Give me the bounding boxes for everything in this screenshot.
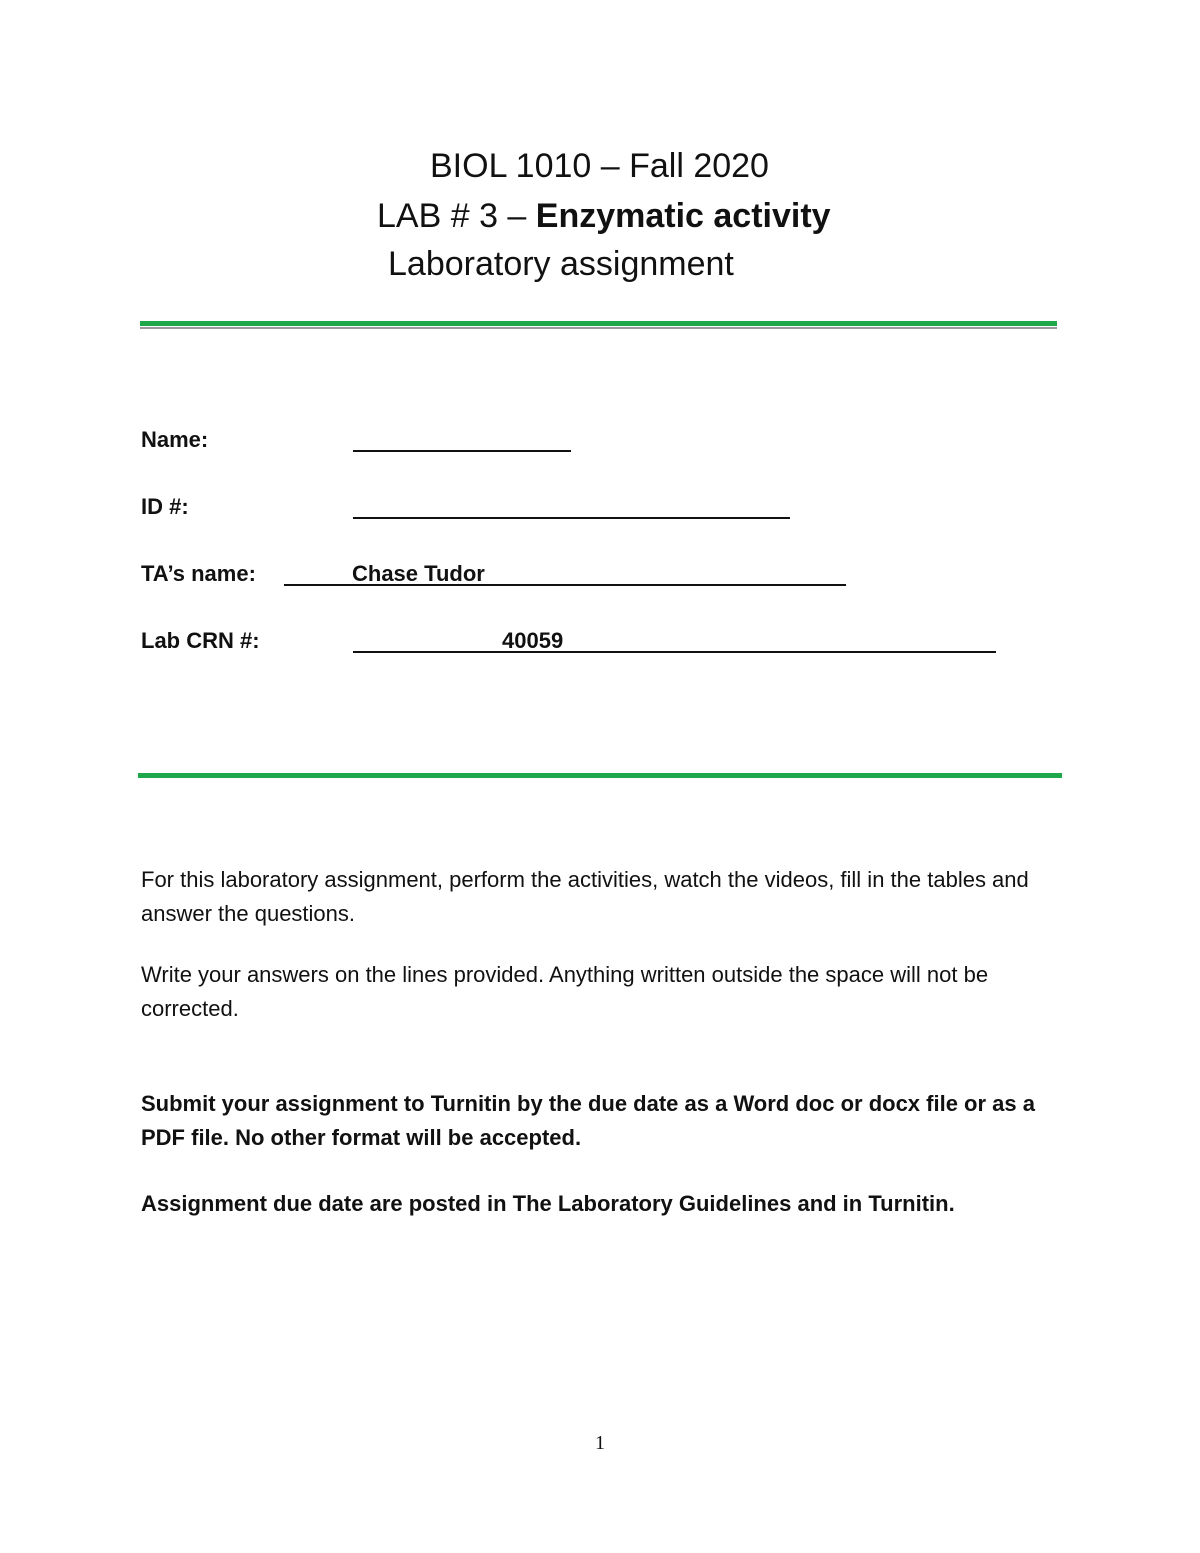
name-field-row (141, 426, 1041, 456)
lab-topic: Enzymatic activity (535, 197, 831, 235)
due-date-note: Assignment due date are posted in The Laboratory Guidelines and in Turnitin. (141, 1191, 955, 1216)
page-number: 1 (595, 1432, 605, 1454)
crn-field-row (141, 627, 1041, 657)
id-field-row (141, 493, 1041, 523)
lab-crn-label: Lab CRN #: (141, 628, 260, 653)
lab-crn-line[interactable] (353, 627, 996, 653)
instructions-paragraph-2: Write your answers on the lines provided. Anything written outside the space will not be corrected. (141, 962, 989, 1021)
lab-title (377, 196, 831, 236)
ta-name-label: TA’s name: (141, 561, 256, 586)
ta-name-value: Chase Tudor (352, 561, 485, 586)
document-subtitle: Laboratory assignment (388, 245, 734, 283)
submission-instructions: Submit your assignment to Turnitin by the due date as a Word doc or docx file or as a PDF file. No other format will be accepted. (141, 1091, 1035, 1150)
id-blank-line[interactable] (353, 493, 790, 519)
course-title: BIOL 1010 – Fall 2020 (430, 147, 769, 185)
bottom-divider (138, 773, 1062, 778)
lab-crn-value: 40059 (502, 628, 564, 653)
lab-number: LAB # 3 – (377, 197, 536, 235)
instructions-paragraph-1: For this laboratory assignment, perform the activities, watch the videos, fill in the tables and answer the questions. (141, 867, 1029, 926)
top-rule-shadow (140, 327, 1057, 329)
name-blank-line[interactable] (353, 426, 571, 452)
ta-field-row (141, 560, 1041, 590)
name-label: Name: (141, 427, 209, 452)
top-divider (140, 321, 1057, 326)
id-label: ID #: (141, 494, 189, 519)
